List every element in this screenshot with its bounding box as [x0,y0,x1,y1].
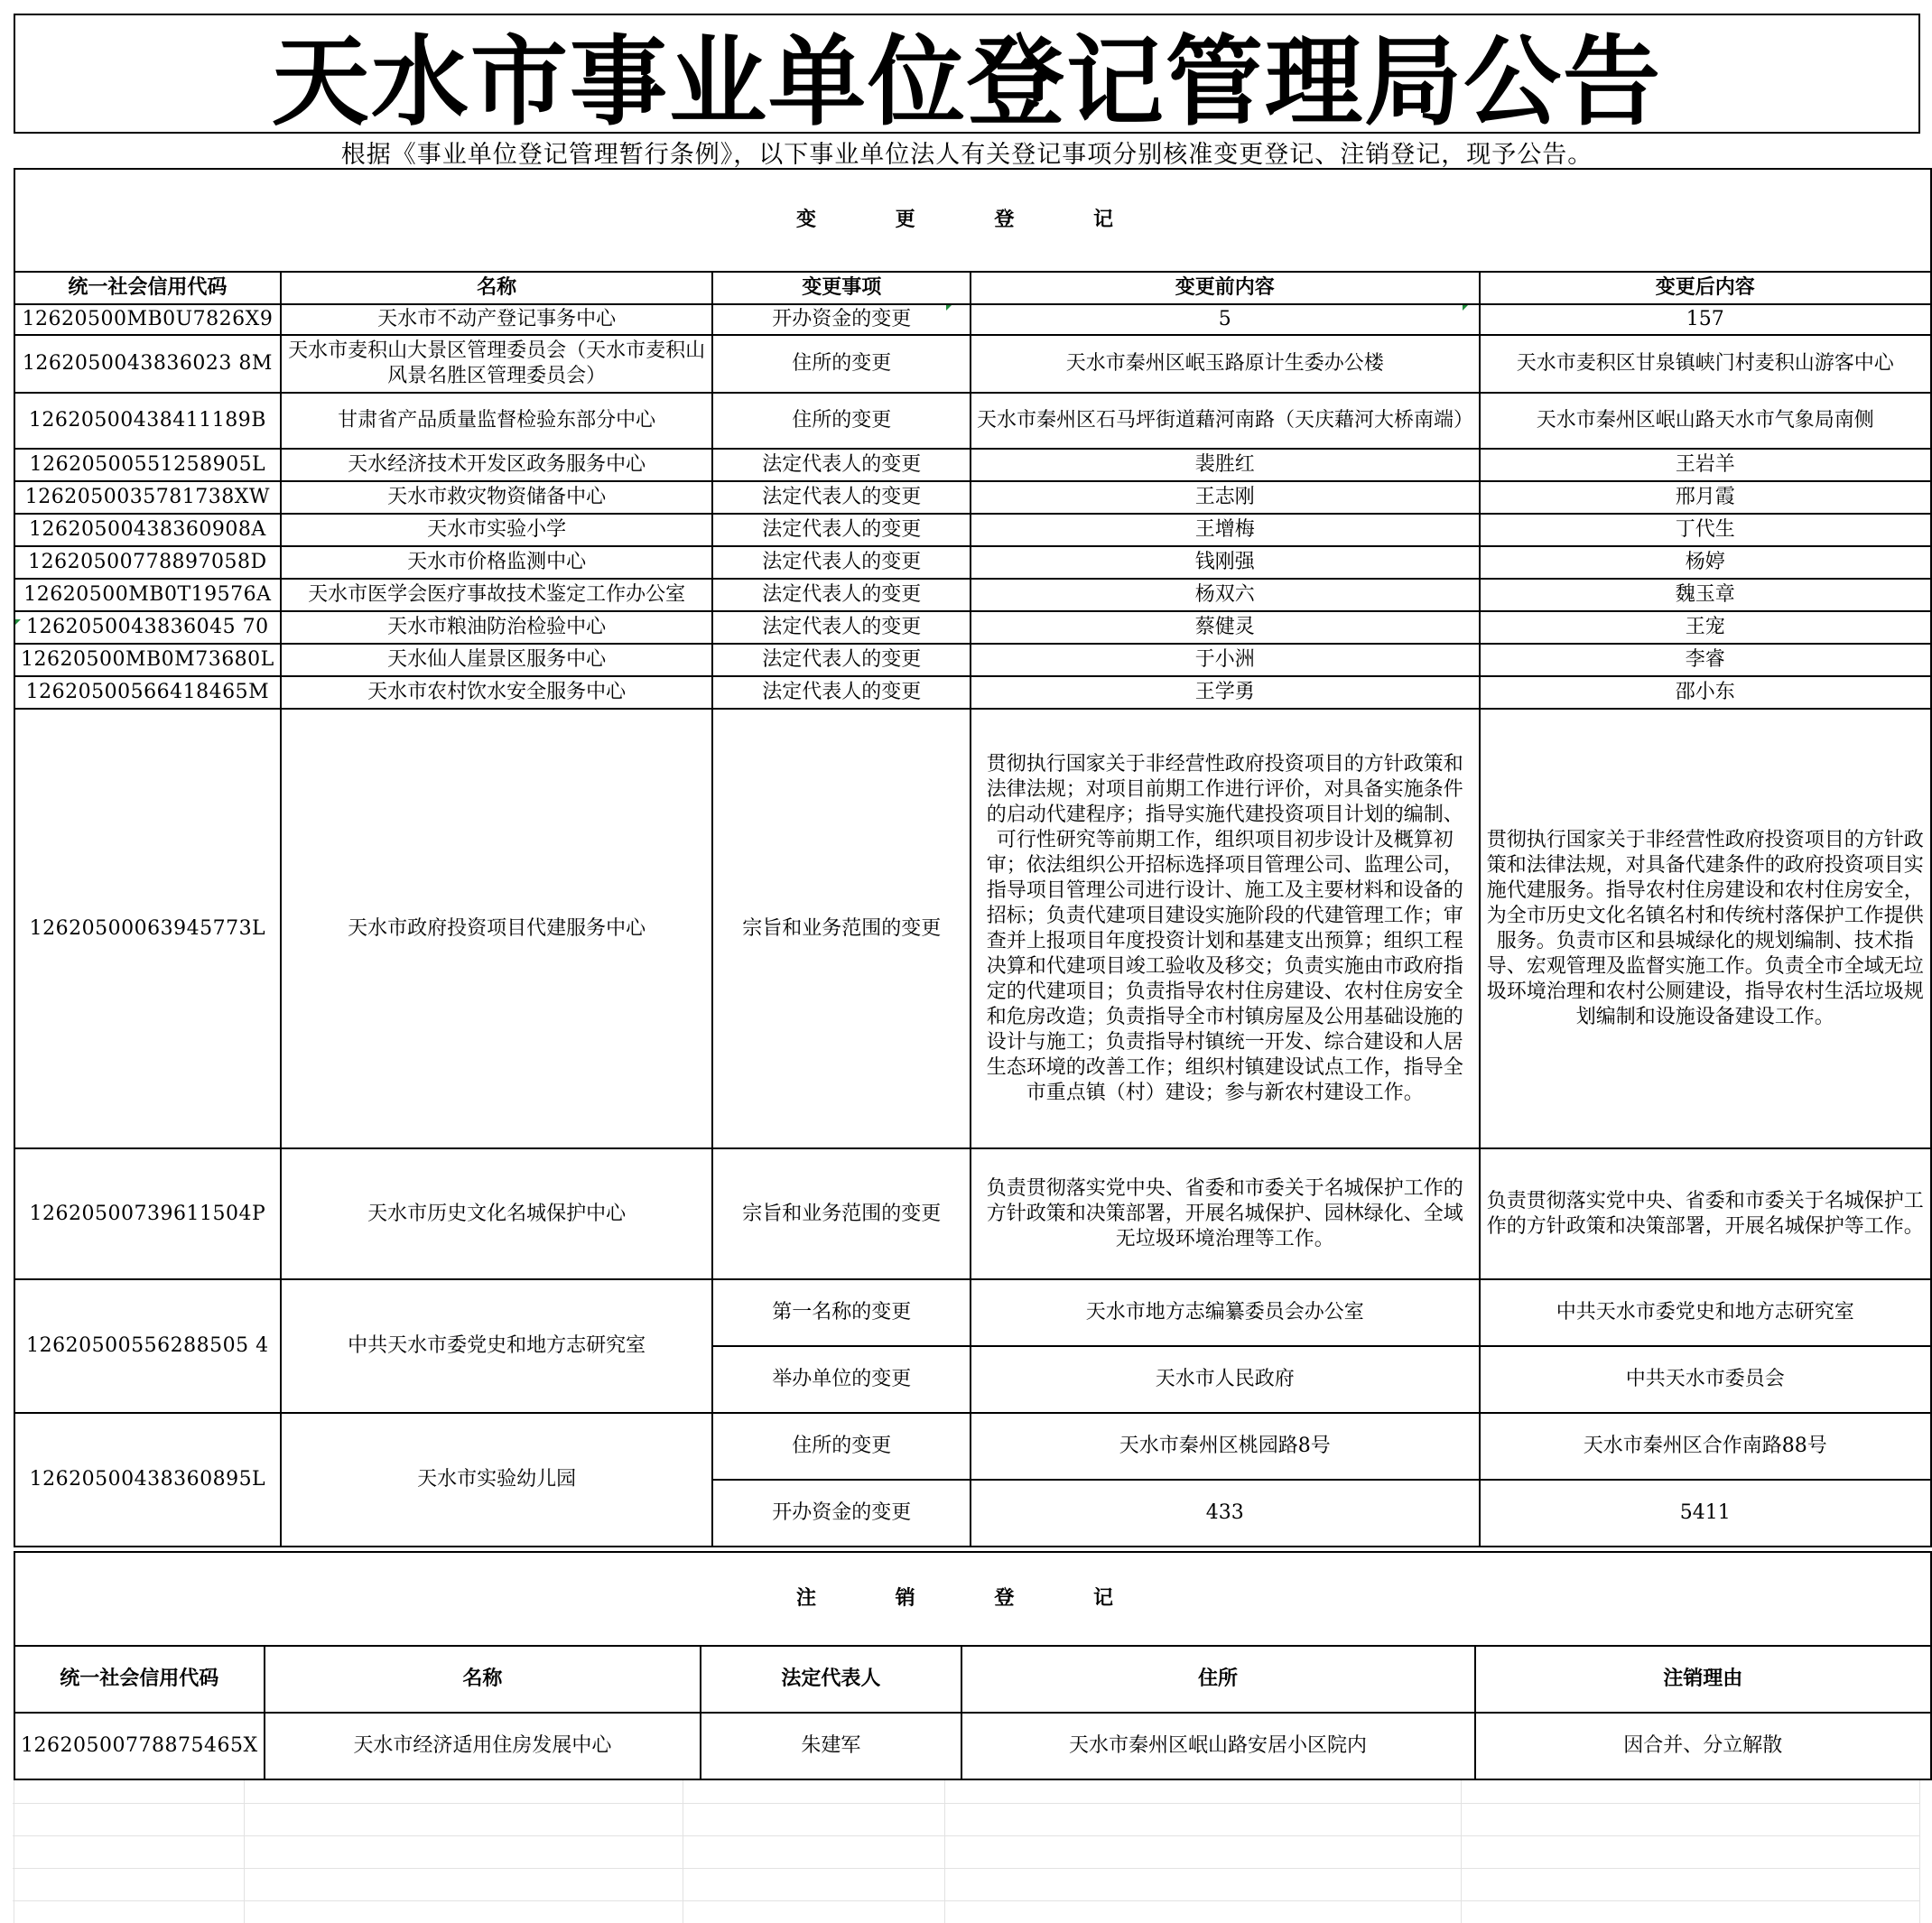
change-item-cell: 开办资金的变更 [712,304,971,335]
notice-text: 根据《事业单位登记管理暂行条例》，以下事业单位法人有关登记事项分别核准变更登记、注销登记，现予公告。 [340,140,1593,169]
credit-code-cell: 12620500778875465X [14,1713,265,1779]
table-row [14,1148,1931,1279]
change-section-title: 变 更 登 记 [14,169,1931,272]
cell-marker-icon [946,305,952,311]
before-content-cell: 天水市秦州区石马坪街道藉河南路（天庆藉河大桥南端） [971,393,1480,449]
before-content-cell: 天水市秦州区桃园路8号 [971,1413,1480,1480]
unit-name-cell: 天水市历史文化名城保护中心 [281,1148,713,1279]
before-content-cell: 钱刚强 [971,546,1480,579]
unit-name-cell: 天水市政府投资项目代建服务中心 [281,709,713,1148]
before-content-cell: 5 [971,304,1480,335]
after-content-cell: 邢月霞 [1480,481,1931,514]
grid-line [13,1803,1919,1804]
after-content-cell: 王宠 [1480,611,1931,644]
grid-line [1461,1779,1462,1923]
table-row [14,1279,1931,1346]
header-legal-rep: 法定代表人 [701,1646,961,1713]
unit-name-cell: 天水市实验小学 [281,514,713,546]
after-content-cell: 负责贯彻落实党中央、省委和市委关于名城保护工作的方针政策和决策部署，开展名城保护等工作。 [1480,1148,1931,1279]
cancel-registration-table [14,1551,1932,1780]
before-content-cell: 蔡健灵 [971,611,1480,644]
credit-code-cell: 12620500778897058D [14,546,281,579]
before-content-cell: 负责贯彻落实党中央、省委和市委关于名城保护工作的方针政策和决策部署，开展名城保护、园林绿化、全域无垃圾环境治理等工作。 [971,1148,1480,1279]
after-content-cell: 邵小东 [1480,676,1931,709]
after-content-cell: 丁代生 [1480,514,1931,546]
credit-code-cell: 12620500063945773L [14,709,281,1148]
credit-code-cell: 12620500MB0U7826X9 [14,304,281,335]
change-item-cell: 法定代表人的变更 [712,481,971,514]
unit-name-cell: 天水市经济适用住房发展中心 [265,1713,701,1779]
change-registration-table [14,168,1932,1547]
grid-line [1919,1779,1920,1923]
after-content-cell: 5411 [1480,1480,1931,1547]
header-address: 住所 [961,1646,1475,1713]
page-title: 天水市事业单位登记管理局公告 [14,14,1920,134]
change-item-cell: 法定代表人的变更 [712,514,971,546]
unit-name-cell: 天水市医学会医疗事故技术鉴定工作办公室 [281,579,713,611]
after-content-cell: 天水市秦州区合作南路88号 [1480,1413,1931,1480]
grid-line [13,1868,1919,1869]
credit-code-cell: 12620500MB0M73680L [14,644,281,676]
grid-line [944,1779,945,1923]
legal-rep-cell: 朱建军 [701,1713,961,1779]
change-item-cell: 开办资金的变更 [712,1480,971,1547]
unit-name-cell: 天水市实验幼儿园 [281,1413,713,1547]
table-row [14,1713,1931,1779]
header-reason: 注销理由 [1475,1646,1931,1713]
header-name: 名称 [281,272,713,304]
credit-code-cell: 1262050043836023 8M [14,335,281,393]
after-content-cell: 中共天水市委员会 [1480,1346,1931,1413]
table-row [14,335,1931,393]
unit-name-cell: 天水市农村饮水安全服务中心 [281,676,713,709]
before-content-cell: 王增梅 [971,514,1480,546]
before-content-cell: 贯彻执行国家关于非经营性政府投资项目的方针政策和法律法规；对项目前期工作进行评价，对具备实施条件的启动代建程序；指导实施代建投资项目计划的编制、可行性研究等前期工作，组织项目初步设计及概算初审；依法组织公开招标选择项目管理公司、监理公司，指导项目管理公司进行设计、施工及主要材料和设备的招标；负责代建项目建设实施阶段的代建管理工作；审查并上报项目年度投资计划和基建支出预算；组织工程决算和代建项目竣工验收及移交；负责实施由市政府指定的代建项目；负责指导农村住房建设、农村住房安全和危房改造；负责指导全市村镇房屋及公用基础设施的设计与施工；负责指导村镇统一开发、综合建设和人居生态环境的改善工作；组织村镇建设试点工作，指导全市重点镇（村）建设；参与新农村建设工作。 [971,709,1480,1148]
unit-name-cell: 中共天水市委党史和地方志研究室 [281,1279,713,1413]
credit-code-cell: 12620500739611504P [14,1148,281,1279]
credit-code-cell: 12620500MB0T19576A [14,579,281,611]
table-row [14,611,1931,644]
table-row [14,1413,1931,1480]
after-content-cell: 中共天水市委党史和地方志研究室 [1480,1279,1931,1346]
unit-name-cell: 天水市粮油防治检验中心 [281,611,713,644]
credit-code-cell: 12620500556288505 4 [14,1279,281,1413]
header-before: 变更前内容 [971,272,1480,304]
credit-code-cell: 1262050035781738XW [14,481,281,514]
change-item-cell: 住所的变更 [712,393,971,449]
reason-cell: 因合并、分立解散 [1475,1713,1931,1779]
change-header-row [14,272,1931,304]
after-content-cell: 魏玉章 [1480,579,1931,611]
table-row [14,393,1931,449]
grid-line [13,1835,1919,1836]
table-row [14,644,1931,676]
before-content-cell: 433 [971,1480,1480,1547]
table-row [14,449,1931,481]
header-credit-code: 统一社会信用代码 [14,1646,265,1713]
cancel-section-title: 注 销 登 记 [14,1552,1931,1646]
table-row [14,709,1931,1148]
credit-code-cell: 12620500566418465M [14,676,281,709]
before-content-cell: 天水市地方志编纂委员会办公室 [971,1279,1480,1346]
after-content-cell: 天水市秦州区岷山路天水市气象局南侧 [1480,393,1931,449]
before-content-cell: 裴胜红 [971,449,1480,481]
unit-name-cell: 天水市麦积山大景区管理委员会（天水市麦积山风景名胜区管理委员会） [281,335,713,393]
after-content-cell: 王岩羊 [1480,449,1931,481]
credit-code-cell: 12620500438360895L [14,1413,281,1547]
unit-name-cell: 甘肃省产品质量监督检验东部分中心 [281,393,713,449]
change-item-cell: 法定代表人的变更 [712,579,971,611]
header-after: 变更后内容 [1480,272,1931,304]
before-content-cell: 天水市人民政府 [971,1346,1480,1413]
change-item-cell: 举办单位的变更 [712,1346,971,1413]
after-content-cell: 贯彻执行国家关于非经营性政府投资项目的方针政策和法律法规，对具备代建条件的政府投资项目实施代建服务。指导农村住房建设和农村住房安全，为全市历史文化名镇名村和传统村落保护工作提供服务。负责市区和县城绿化的规划编制、技术指导、宏观管理及监督实施工作。负责全市全域无垃圾环境治理和农村公厕建设，指导农村生活垃圾规划编制和设施设备建设工作。 [1480,709,1931,1148]
header-credit-code: 统一社会信用代码 [14,272,281,304]
change-item-cell: 法定代表人的变更 [712,676,971,709]
table-row [14,304,1931,335]
credit-code-cell: 12620500438360908A [14,514,281,546]
change-item-cell: 住所的变更 [712,1413,971,1480]
before-content-cell: 杨双六 [971,579,1480,611]
table-row [14,579,1931,611]
change-item-cell: 法定代表人的变更 [712,644,971,676]
before-content-cell: 于小洲 [971,644,1480,676]
change-item-cell: 宗旨和业务范围的变更 [712,709,971,1148]
header-name: 名称 [265,1646,701,1713]
after-content-cell: 杨婷 [1480,546,1931,579]
unit-name-cell: 天水市不动产登记事务中心 [281,304,713,335]
header-change-item: 变更事项 [712,272,971,304]
unit-name-cell: 天水市救灾物资储备中心 [281,481,713,514]
before-content-cell: 王学勇 [971,676,1480,709]
before-content-cell: 天水市秦州区岷玉路原计生委办公楼 [971,335,1480,393]
grid-line [244,1779,245,1923]
unit-name-cell: 天水经济技术开发区政务服务中心 [281,449,713,481]
table-row [14,481,1931,514]
change-item-cell: 第一名称的变更 [712,1279,971,1346]
unit-name-cell: 天水市价格监测中心 [281,546,713,579]
credit-code-cell: 1262050043836045 70 [14,611,281,644]
cancel-header-row [14,1646,1931,1713]
change-item-cell: 住所的变更 [712,335,971,393]
change-item-cell: 宗旨和业务范围的变更 [712,1148,971,1279]
change-item-cell: 法定代表人的变更 [712,449,971,481]
table-row [14,676,1931,709]
change-item-cell: 法定代表人的变更 [712,546,971,579]
grid-line [13,1900,1919,1901]
after-content-cell: 天水市麦积区甘泉镇峡门村麦积山游客中心 [1480,335,1931,393]
before-content-cell: 王志刚 [971,481,1480,514]
after-content-cell: 157 [1480,304,1931,335]
address-cell: 天水市秦州区岷山路安居小区院内 [961,1713,1475,1779]
table-row [14,514,1931,546]
credit-code-cell: 12620500551258905L [14,449,281,481]
cell-marker-icon [15,619,21,625]
credit-code-cell: 12620500438411189B [14,393,281,449]
table-row [14,546,1931,579]
unit-name-cell: 天水仙人崖景区服务中心 [281,644,713,676]
change-item-cell: 法定代表人的变更 [712,611,971,644]
cell-marker-icon [1463,305,1468,311]
after-content-cell: 李睿 [1480,644,1931,676]
